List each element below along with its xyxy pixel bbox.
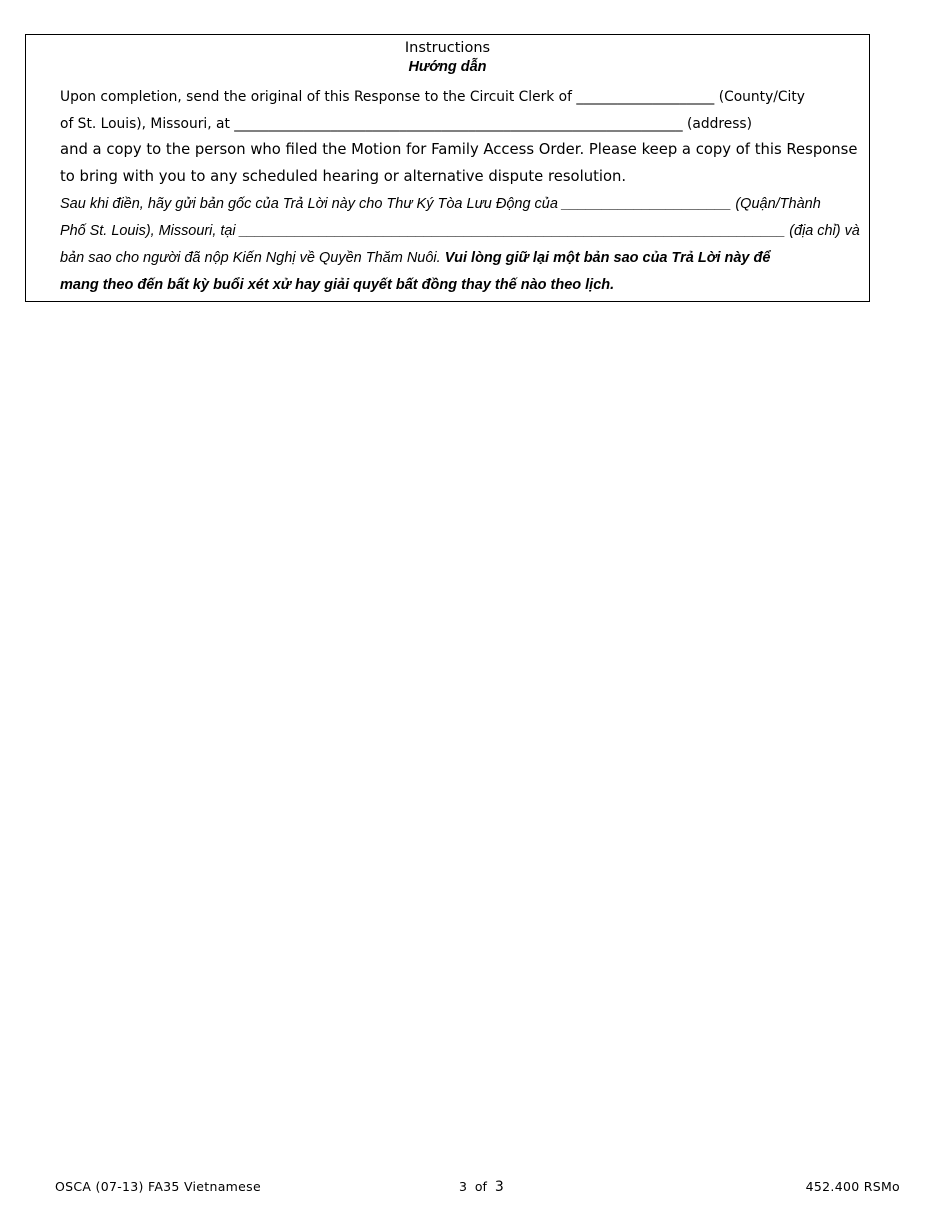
page-current: 3 [459,1179,467,1194]
instructions-box [25,34,870,302]
footer-form-id: OSCA (07-13) FA35 Vietnamese [55,1179,261,1194]
footer-page-number [459,1179,504,1195]
page-of: of [474,1179,487,1194]
instructions-vi-line: mang theo đến bất kỳ buổi xét xử hay giải quyết bất đồng thay thế nào theo lịch. [60,277,615,293]
page-total: 3 [494,1179,504,1195]
instructions-en-line: of St. Louis), Missouri, at _________________________________________________________________ (address) [60,116,753,132]
instructions-vi-line [60,249,770,267]
instructions-vi-line: Sau khi điền, hãy gửi bản gốc của Trả Lời này cho Thư Ký Tòa Lưu Động của _____________________ (Quận/Thành [60,196,821,212]
footer-statute: 452.400 RSMo [805,1179,900,1194]
instructions-title-en: Instructions [404,40,491,56]
instructions-vi-plain-text: bản sao cho người đã nộp Kiến Nghị về Quyền Thăm Nuôi. [60,250,445,266]
instructions-title-vi: Hướng dẫn [408,59,487,75]
instructions-en-line: Upon completion, send the original of this Response to the Circuit Clerk of ____________________ (County/City [60,89,805,105]
instructions-en-line: to bring with you to any scheduled hearing or alternative dispute resolution. [60,168,627,185]
instructions-vi-line: Phố St. Louis), Missouri, tại ____________________________________________________________________ (địa chỉ) và [60,223,860,239]
instructions-vi-bold-text: Vui lòng giữ lại một bản sao của Trả Lời này để [444,250,771,266]
instructions-en-line: and a copy to the person who filed the Motion for Family Access Order. Please keep a copy of this Response [60,141,858,158]
